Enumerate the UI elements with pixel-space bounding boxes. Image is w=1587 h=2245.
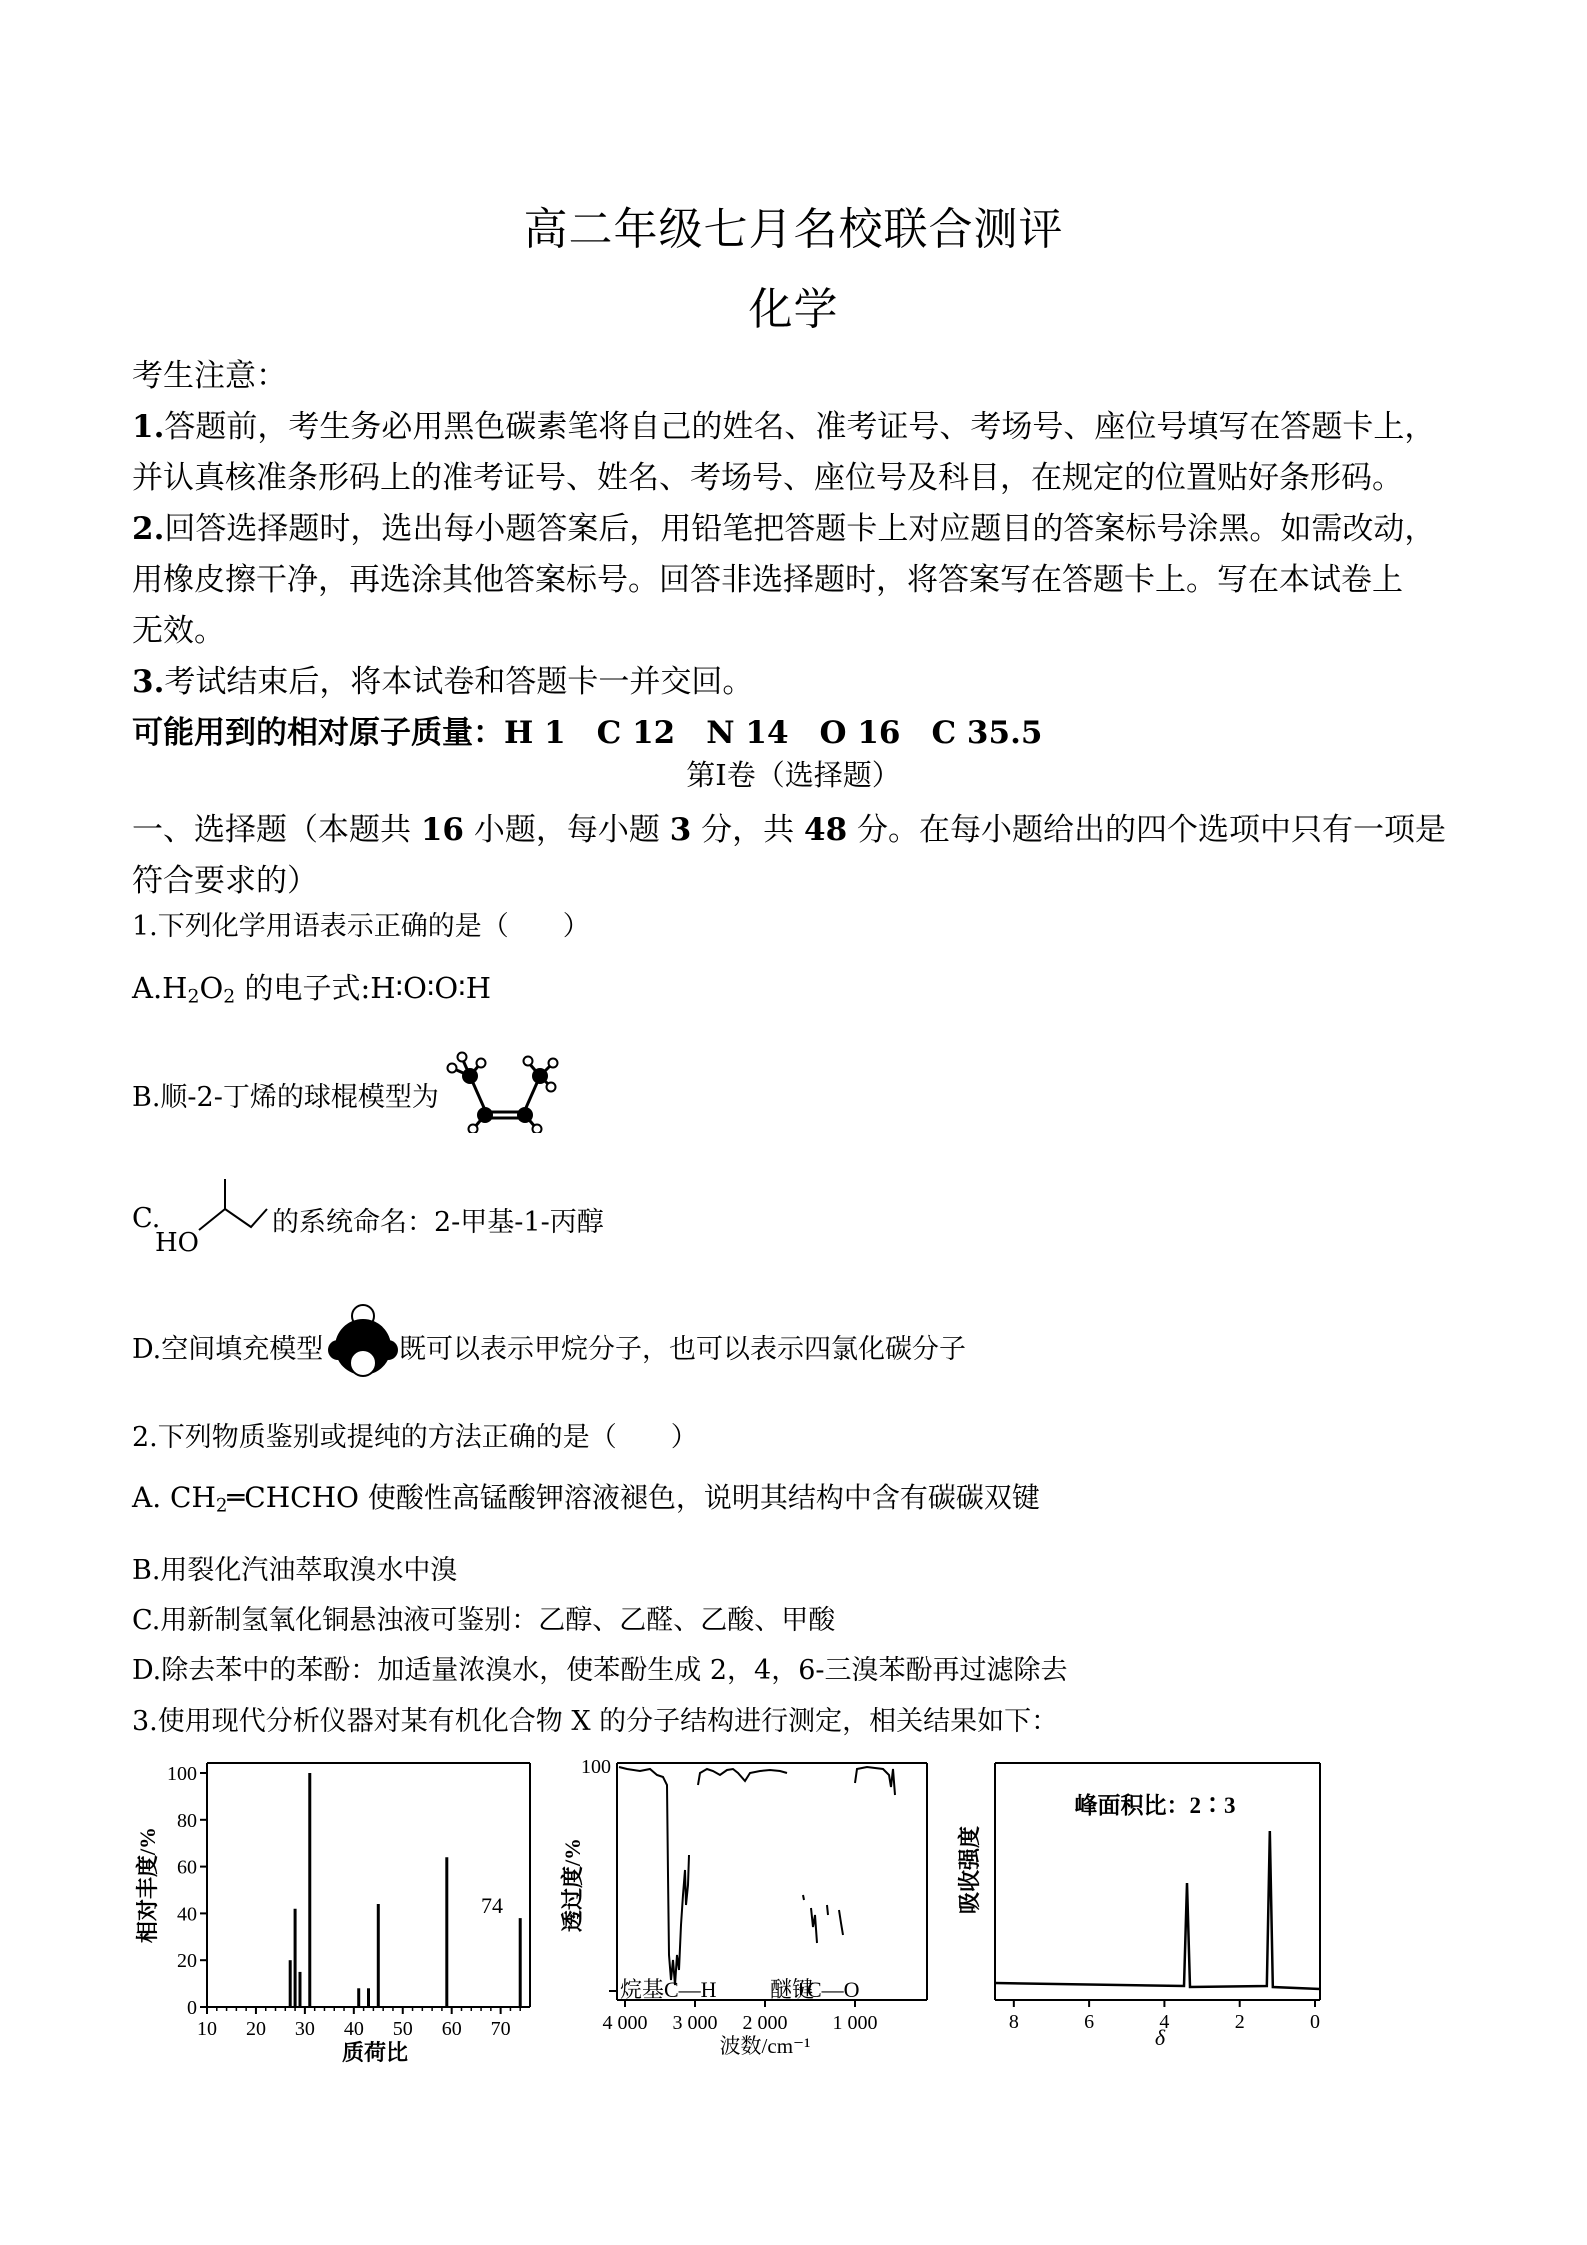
ms-x-label: 质荷比 xyxy=(341,2040,409,2065)
notice-item-1-line-1: 1.答题前，考生务必用黑色碳素笔将自己的姓名、准考证号、考场号、座位号填写在答题卡上， xyxy=(132,409,1436,445)
q1-option-c-text: 的系统命名：2-甲基-1-丙醇 xyxy=(272,1207,604,1238)
ms-peak-annotation: 74 xyxy=(481,1893,503,1918)
notice-item-1-line-2: 并认真核准条形码上的准考证号、姓名、考场号、座位号及科目，在规定的位置贴好条形码。 xyxy=(132,460,1403,496)
nmr-xtick-label: 8 xyxy=(1008,2011,1019,2033)
exam-title: 高二年级七月名校联合测评 xyxy=(523,204,1064,255)
ms-xtick-label: 60 xyxy=(441,2018,462,2040)
butene-ball-stick-model xyxy=(440,1048,560,1133)
ir-xtick-label: 2 000 xyxy=(742,2012,788,2034)
nmr-area-ratio: 峰面积比：2∶3 xyxy=(1074,1793,1236,1818)
nmr-xtick-label: 6 xyxy=(1084,2011,1095,2033)
subject-title: 化学 xyxy=(748,284,839,335)
q2-option-b: B.用裂化汽油萃取溴水中溴 xyxy=(132,1555,458,1586)
mass-spectrum-chart xyxy=(125,1755,545,2065)
ms-ytick-label: 80 xyxy=(177,1809,197,1832)
ir-ytick-100: 100 xyxy=(581,1756,611,1778)
ms-ytick-label: 0 xyxy=(187,1997,197,2019)
q2-option-c: C.用新制氢氧化铜悬浊液可鉴别：乙醇、乙醛、乙酸、甲酸 xyxy=(132,1605,836,1636)
notice-item-2-line-1: 2.回答选择题时，选出每小题答案后，用铅笔把答题卡上对应题目的答案标号涂黑。如需改动， xyxy=(132,511,1436,547)
ms-xtick-label: 10 xyxy=(197,2018,217,2040)
ir-xtick-label: 4 000 xyxy=(602,2012,648,2034)
notice-item-3: 3.考试结束后，将本试卷和答题卡一并交回。 xyxy=(132,664,754,700)
q1-stem: 1.下列化学用语表示正确的是（ ） xyxy=(132,911,590,942)
ms-xtick-label: 70 xyxy=(490,2018,511,2040)
q2-option-a: A. $CH_2═CHCHO$ 使酸性高锰酸钾溶液褪色，说明其结构中含有碳碳双键 xyxy=(132,1481,1040,1517)
ir-spectrum-chart xyxy=(555,1755,945,2065)
atomic-mass-line: 可能用到的相对原子质量：H 1 C 12 N 14 O 16 C 35.5 xyxy=(132,715,1043,751)
c-ho-label: HO xyxy=(155,1228,199,1258)
ir-xtick-label: 1 000 xyxy=(832,2012,878,2034)
notice-item-2-line-2: 用橡皮擦干净，再选涂其他答案标号。回答非选择题时，将答案写在答题卡上。写在本试卷上 xyxy=(132,562,1403,598)
q1-option-c-prefix: C. xyxy=(132,1203,161,1234)
nmr-xtick-label: 2 xyxy=(1234,2011,1245,2033)
ir-x-label: 波数/cm⁻¹ xyxy=(719,2034,811,2058)
ir-y-label: 透过度/% xyxy=(560,1837,585,1933)
ir-annotation-ch: 烷基C—H xyxy=(620,1977,717,2002)
nmr-xtick-label: 0 xyxy=(1310,2011,1320,2033)
ms-ytick-label: 60 xyxy=(177,1856,197,1879)
part-title: 第Ⅰ卷（选择题） xyxy=(686,758,901,792)
ms-xtick-label: 50 xyxy=(392,2018,413,2040)
section-instructions-line-1: 一、选择题（本题共 16 小题，每小题 3 分，共 48 分。在每小题给出的四个选项中只有一项是 xyxy=(132,812,1447,848)
ms-ytick-label: 100 xyxy=(167,1763,197,1785)
q3-stem: 3.使用现代分析仪器对某有机化合物 X 的分子结构进行测定，相关结果如下： xyxy=(132,1706,1059,1737)
nmr-spectrum-line xyxy=(995,1831,1320,1989)
nmr-xtick-label: 4 xyxy=(1159,2011,1170,2033)
q1-option-d-text: D.空间填充模型 xyxy=(132,1334,324,1365)
ir-xtick-label: 3 000 xyxy=(672,2012,718,2034)
ms-xtick-label: 20 xyxy=(245,2018,266,2040)
q1-option-a: $A.H_2O_2$ 的电子式:H∶O∶O∶H xyxy=(132,971,492,1008)
ms-y-label: 相对丰度/% xyxy=(135,1826,160,1944)
ir-annotation-ether: 醚键 xyxy=(770,1977,815,2002)
section-instructions-line-2: 符合要求的） xyxy=(132,863,318,899)
ms-xtick-label: 30 xyxy=(294,2018,315,2040)
ms-ytick-label: 40 xyxy=(177,1903,197,1926)
nmr-spectrum-chart xyxy=(955,1755,1335,2055)
q1-option-b-text: B.顺-2-丁烯的球棍模型为 xyxy=(132,1082,439,1113)
space-filling-model xyxy=(325,1303,401,1381)
ms-ytick-label: 20 xyxy=(177,1950,197,1973)
q1-option-d-text2: 既可以表示甲烷分子，也可以表示四氯化碳分子 xyxy=(399,1334,966,1365)
ir-spectrum-line xyxy=(619,1767,895,1985)
notice-item-2-line-3: 无效。 xyxy=(132,613,225,649)
nmr-y-label: 吸收强度 xyxy=(957,1825,982,1915)
q2-option-d: D.除去苯中的苯酚：加适量浓溴水，使苯酚生成 2，4，6-三溴苯酚再过滤除去 xyxy=(132,1655,1068,1686)
notice-heading: 考生注意： xyxy=(132,358,287,394)
ir-annotation-co: C—O xyxy=(807,1977,860,2002)
nmr-x-label: δ xyxy=(1154,2025,1166,2050)
ms-xtick-label: 40 xyxy=(343,2018,364,2040)
q2-stem: 2.下列物质鉴别或提纯的方法正确的是（ ） xyxy=(132,1422,698,1453)
